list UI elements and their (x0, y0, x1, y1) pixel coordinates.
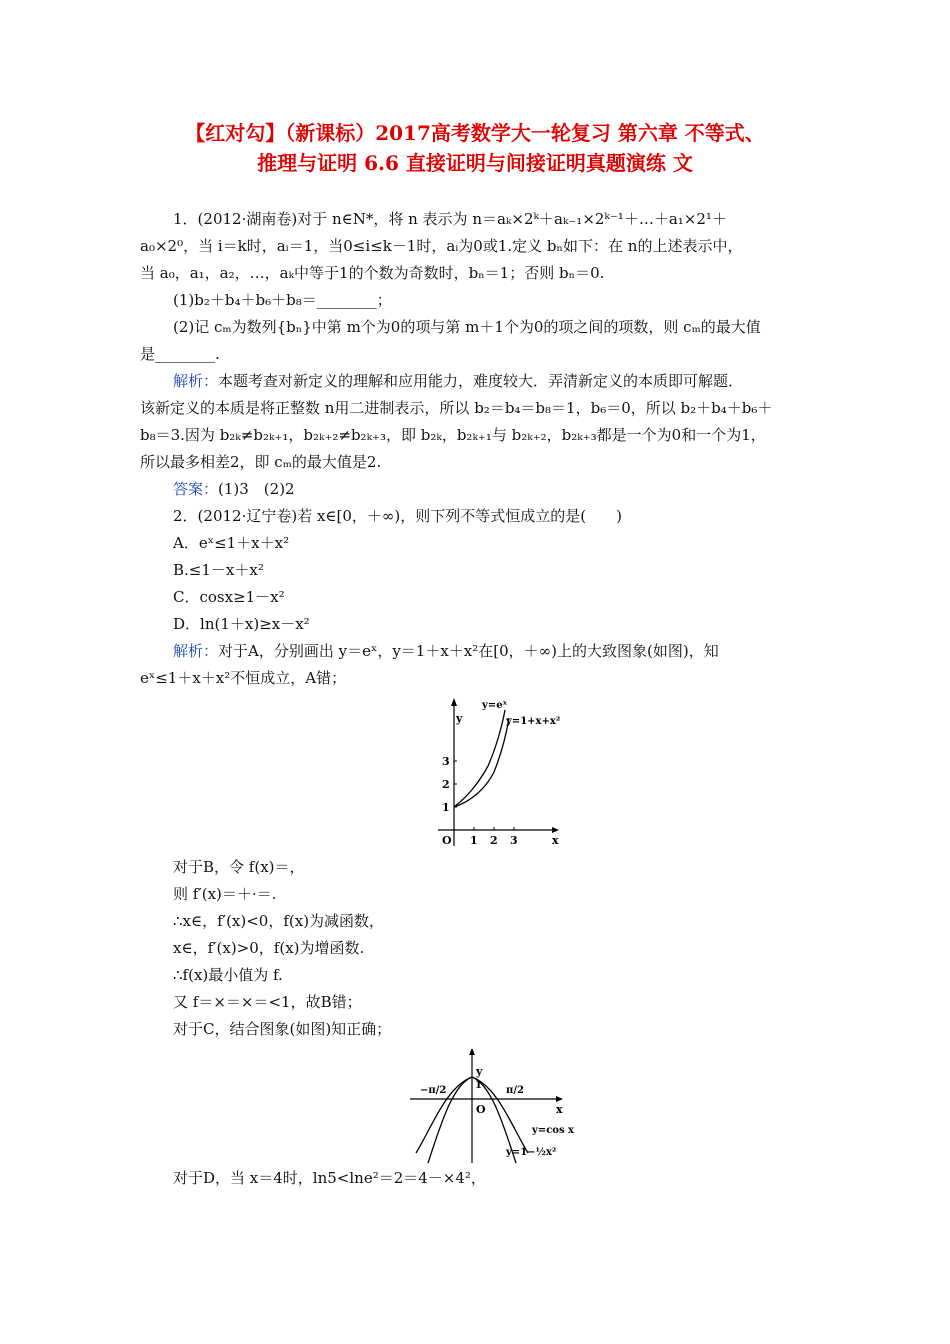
title-line-2: 推理与证明 6.6 直接证明与间接证明真题演练 文 (257, 151, 693, 175)
document-title (120, 118, 830, 178)
q1-line-3: 当 a₀，a₁，a₂，…，aₖ中等于1的个数为奇数时，bₙ＝1；否则 bₙ＝0. (140, 264, 605, 282)
y-tick-label-3: 3 (442, 755, 450, 768)
q2-analysis-text: 对于A，分别画出 y＝eˣ，y＝1＋x＋x²在[0，＋∞)上的大致图象(如图)，知 (218, 642, 719, 660)
q2-option-c: C．cosx≥1－x² (173, 588, 285, 606)
q2-analysis-2: eˣ≤1＋x＋x²不恒成立，A错； (140, 669, 347, 687)
answer-label: 答案： (173, 480, 219, 498)
x-tick-label-1: 1 (470, 834, 478, 847)
q1-part-2: (2)记 cₘ为数列{bₙ}中第 m个为0的项与第 m＋1个为0的项之间的项数，则 cₘ的最大值 (173, 318, 761, 336)
y-axis-label: y (476, 1065, 483, 1078)
q2-b-3: ∴x∈，f′(x)<0，f(x)为减函数， (173, 912, 385, 930)
q2-b-2: 则 f′(x)＝＋·＝. (173, 885, 277, 903)
origin-label: O (476, 1103, 486, 1116)
document-body (140, 206, 818, 1192)
figure-exp-vs-quadratic (140, 692, 818, 854)
x-tick-label-2: 2 (490, 834, 498, 847)
q1-part-2-cont: 是________. (140, 345, 220, 363)
q1-analysis-2: 该新定义的本质是将正整数 n用二进制表示，所以 b₂＝b₄＝b₈＝1，b₆＝0，所以 b₂＋b₄＋b₆＋ (140, 399, 773, 417)
x-axis-label: x (556, 1103, 563, 1116)
curve-label-parabola: y=1−½x² (506, 1147, 557, 1158)
q2-b-4: x∈，f′(x)>0，f(x)为增函数. (173, 939, 365, 957)
analysis-label: 解析： (173, 642, 219, 660)
figure-cos-vs-parabola (140, 1043, 818, 1165)
figure-2-svg (406, 1047, 596, 1165)
q2-option-d: D．ln(1＋x)≥x－x² (173, 615, 310, 633)
origin-label: O (442, 834, 452, 847)
figure-1-svg (420, 696, 560, 852)
q2-d-1: 对于D，当 x＝4时，ln5<lne²＝2＝4－×4²， (173, 1169, 486, 1187)
q2-option-b: B.≤1－x＋x² (173, 561, 264, 579)
y-tick-label-2: 2 (442, 778, 450, 791)
x-axis-label: x (552, 834, 559, 847)
y-axis-arrow-icon (469, 1048, 475, 1055)
y-tick-label-1: 1 (442, 801, 450, 814)
q2-stem: 2．(2012·辽宁卷)若 x∈[0，＋∞)，则下列不等式恒成立的是( ) (173, 507, 622, 525)
q1-line-1: 1．(2012·湖南卷)对于 n∈N*，将 n 表示为 n＝aₖ×2ᵏ＋aₖ₋₁×2ᵏ⁻¹＋…＋a₁×2¹＋ (173, 210, 727, 228)
y-axis-arrow-icon (451, 698, 457, 706)
title-line-1: 【红对勾】（新课标）2017高考数学大一轮复习 第六章 不等式、 (185, 121, 765, 145)
x-axis-arrow-icon (552, 827, 559, 833)
analysis-label: 解析： (173, 372, 219, 390)
q1-part-1: (1)b₂＋b₄＋b₆＋b₈＝________； (173, 291, 392, 309)
q1-line-2: a₀×2⁰，当 i＝k时，aᵢ＝1，当0≤i≤k－1时，aᵢ为0或1.定义 bₙ如下：在 n的上述表示中， (140, 237, 743, 255)
q2-c-1: 对于C，结合图象(如图)知正确； (173, 1020, 392, 1038)
y-intercept-label: 1 (475, 1080, 482, 1091)
q2-b-1: 对于B，令 f(x)＝， (173, 858, 305, 876)
x-axis-arrow-icon (556, 1096, 563, 1102)
q1-answer (140, 476, 818, 503)
q2-option-a: A．eˣ≤1＋x＋x² (173, 534, 290, 552)
curve-label-cos: y=cos x (532, 1125, 575, 1136)
neg-pi-half-label: −π/2 (420, 1085, 447, 1096)
q1-analysis-4: 所以最多相差2，即 cₘ的最大值是2. (140, 453, 382, 471)
curve-label-exp: y=eˣ (482, 700, 508, 711)
pi-half-label: π/2 (506, 1085, 524, 1096)
q2-analysis-1 (140, 638, 818, 665)
q1-analysis-3: b₈＝3.因为 b₂ₖ≠b₂ₖ₊₁，b₂ₖ₊₂≠b₂ₖ₊₃，即 b₂ₖ，b₂ₖ₊₁与 b₂ₖ₊₂，b₂ₖ₊₃都是一个为0和一个为1， (140, 426, 766, 444)
curve-label-quadratic: y=1+x+x² (506, 716, 560, 727)
x-tick-label-3: 3 (510, 834, 518, 847)
y-axis-label: y (456, 712, 463, 725)
q1-analysis-text: 本题考查对新定义的理解和应用能力，难度较大．弄清新定义的本质即可解题． (218, 372, 744, 390)
q2-b-5: ∴f(x)最小值为 f. (173, 966, 283, 984)
q1-answer-text: (1)3 (2)2 (218, 480, 295, 498)
q2-b-6: 又 f＝×＝×＝<1，故B错； (173, 993, 362, 1011)
q1-analysis-1 (140, 368, 818, 395)
